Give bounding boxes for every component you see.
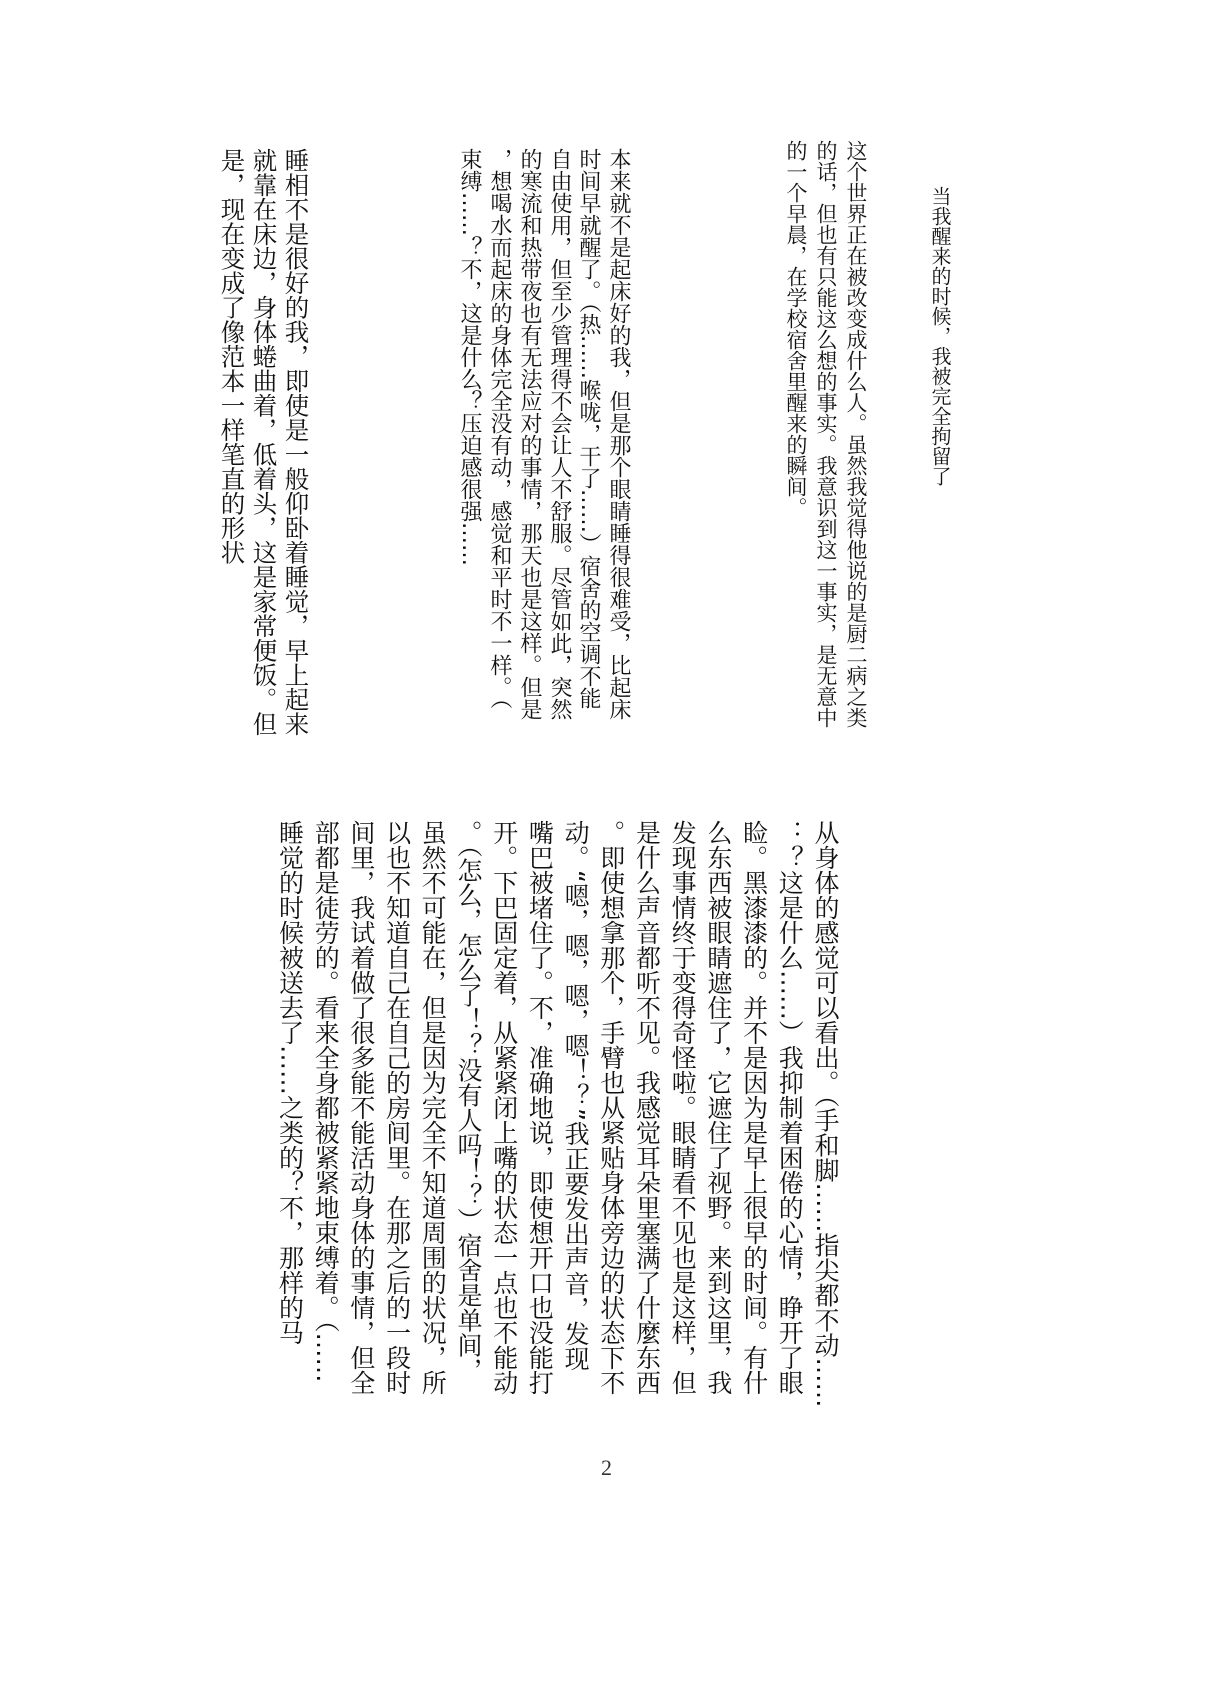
text-column: 虽然不可能在，但是因为完全不知道周围的状况，所 xyxy=(418,820,448,1395)
text-column: 以也不知道自己在自己的房间里。在那之后的一段时 xyxy=(382,820,412,1395)
text-column: 。即使想拿那个，手臂也从紧贴身体旁边的状态下不 xyxy=(596,820,626,1395)
text-column: ：？这是什么……）我抑制着困倦的心情，睁开了眼 xyxy=(775,820,805,1395)
text-column: 这个世界正在被改变成什么人。虽然我觉得他说的是厨二病之类 xyxy=(844,140,868,728)
text-column: 开。下巴固定着，从紧紧闭上嘴的状态一点也不能动 xyxy=(489,820,519,1395)
text-column: 时间早就醒了。（热……喉咙，干了……）宿舍的空调不能 xyxy=(576,148,601,709)
text-column: 么东西被眼睛遮住了，它遮住了视野。来到这里，我 xyxy=(703,820,733,1395)
text-column: 睑。黑漆漆的。并不是因为是早上很早的时间。有什 xyxy=(739,820,769,1395)
text-column: 动。“嗯，嗯，嗯，嗯！？”我正要发出声音，发现 xyxy=(561,820,591,1371)
text-column: 自由使用，但至少管理得不会让人不舒服。尽管如此，突然 xyxy=(547,148,572,720)
text-column: 嘴巴被堵住了。不，准确地说，即使想开口也没能打 xyxy=(525,820,555,1395)
text-column: 是，现在变成了像范本一样笔直的形状 xyxy=(217,148,247,565)
text-column: 间里，我试着做了很多能不能活动身体的事情，但全 xyxy=(346,820,376,1395)
text-column: 睡觉的时候被送去了……之类的？不，那样的马 xyxy=(275,820,305,1345)
title-line: 当我醒来的时候，我被完全拘留了 xyxy=(928,186,952,486)
text-column: 从身体的感觉可以看出。（手和脚……指尖都不动…… xyxy=(811,820,840,1408)
page-number: 2 xyxy=(601,1455,612,1480)
text-column: 部都是徒劳的。看来全身都被紧紧地束缚着。（…… xyxy=(311,820,341,1383)
text-column: 发现事情终于变得奇怪啦。眼睛看不见也是这样，但 xyxy=(668,820,698,1395)
text-column: ，想喝水而起床的身体完全没有动，感觉和平时不一样。（ xyxy=(487,148,512,709)
text-column: 的一个早晨，在学校宿舍里醒来的瞬间。 xyxy=(784,140,808,518)
text-column: 束缚……？不，这是什么？压迫感很强…… xyxy=(457,148,482,566)
text-column: 就靠在床边，身体蜷曲着，低着头，这是家常便饭。但 xyxy=(249,148,279,736)
text-column: 是什么声音都听不见。我感觉耳朵里塞满了什麼东西 xyxy=(632,820,662,1395)
text-column: 。（怎么，怎么了！？没有人吗！？）宿舍是单间， xyxy=(454,820,483,1383)
text-column: 的话，但也有只能这么想的事实。我意识到这一事实，是无意中 xyxy=(814,140,838,728)
text-column: 睡相不是很好的我，即使是一般仰卧着睡觉，早上起来 xyxy=(281,148,311,736)
text-column: 的寒流和热带夜也有无法应对的事情，那天也是这样。但是 xyxy=(517,148,542,720)
text-column: 本来就不是起床好的我，但是那个眼睛睡得很难受，比起床 xyxy=(606,148,631,720)
